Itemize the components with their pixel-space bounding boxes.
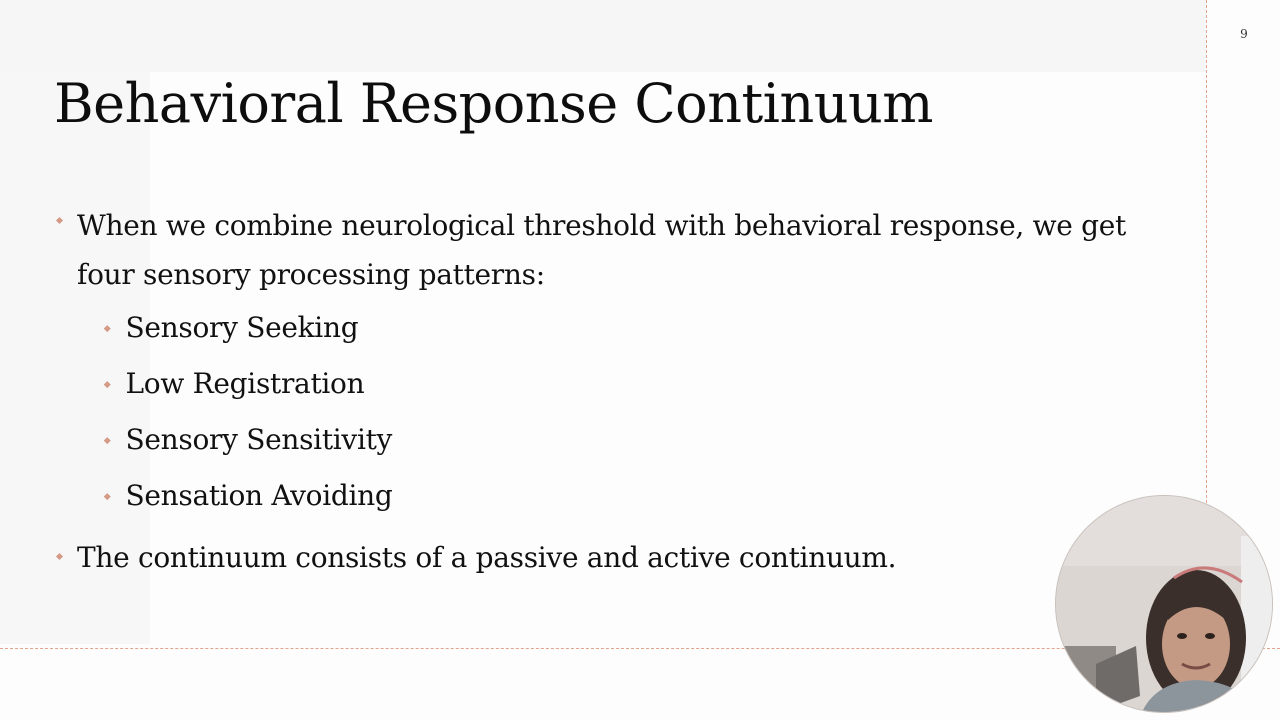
- bullet-text: The continuum consists of a passive and active continuum.: [77, 541, 897, 574]
- bullet-icon: [56, 553, 63, 560]
- slide-title: Behavioral Response Continuum: [54, 72, 933, 135]
- bullet-text: When we combine neurological threshold with behavioral response, we get four sensory processing patterns:: [77, 209, 1126, 291]
- sub-bullet-text: Sensation Avoiding: [125, 479, 393, 512]
- bullet-icon: [56, 217, 63, 224]
- sub-bullet-text: Low Registration: [125, 367, 365, 400]
- sub-bullet-sensory-sensitivity: [105, 420, 392, 460]
- sub-bullet-text: Sensory Sensitivity: [125, 423, 393, 456]
- presenter-video-image: [1056, 496, 1272, 712]
- sub-bullet-low-registration: [105, 364, 364, 404]
- presenter-video-bubble[interactable]: [1055, 495, 1273, 713]
- bullet-icon: [104, 325, 110, 331]
- sub-bullet-sensory-seeking: [105, 308, 358, 348]
- bullet-item: [57, 537, 896, 579]
- bullet-icon: [104, 437, 110, 443]
- slide-header-band: [0, 0, 1206, 72]
- bullet-item: [57, 201, 1167, 299]
- slide-number: 9: [1240, 27, 1248, 41]
- sub-bullet-text: Sensory Seeking: [125, 311, 359, 344]
- bullet-icon: [104, 493, 110, 499]
- sub-bullet-sensation-avoiding: [105, 476, 393, 516]
- bullet-icon: [104, 381, 110, 387]
